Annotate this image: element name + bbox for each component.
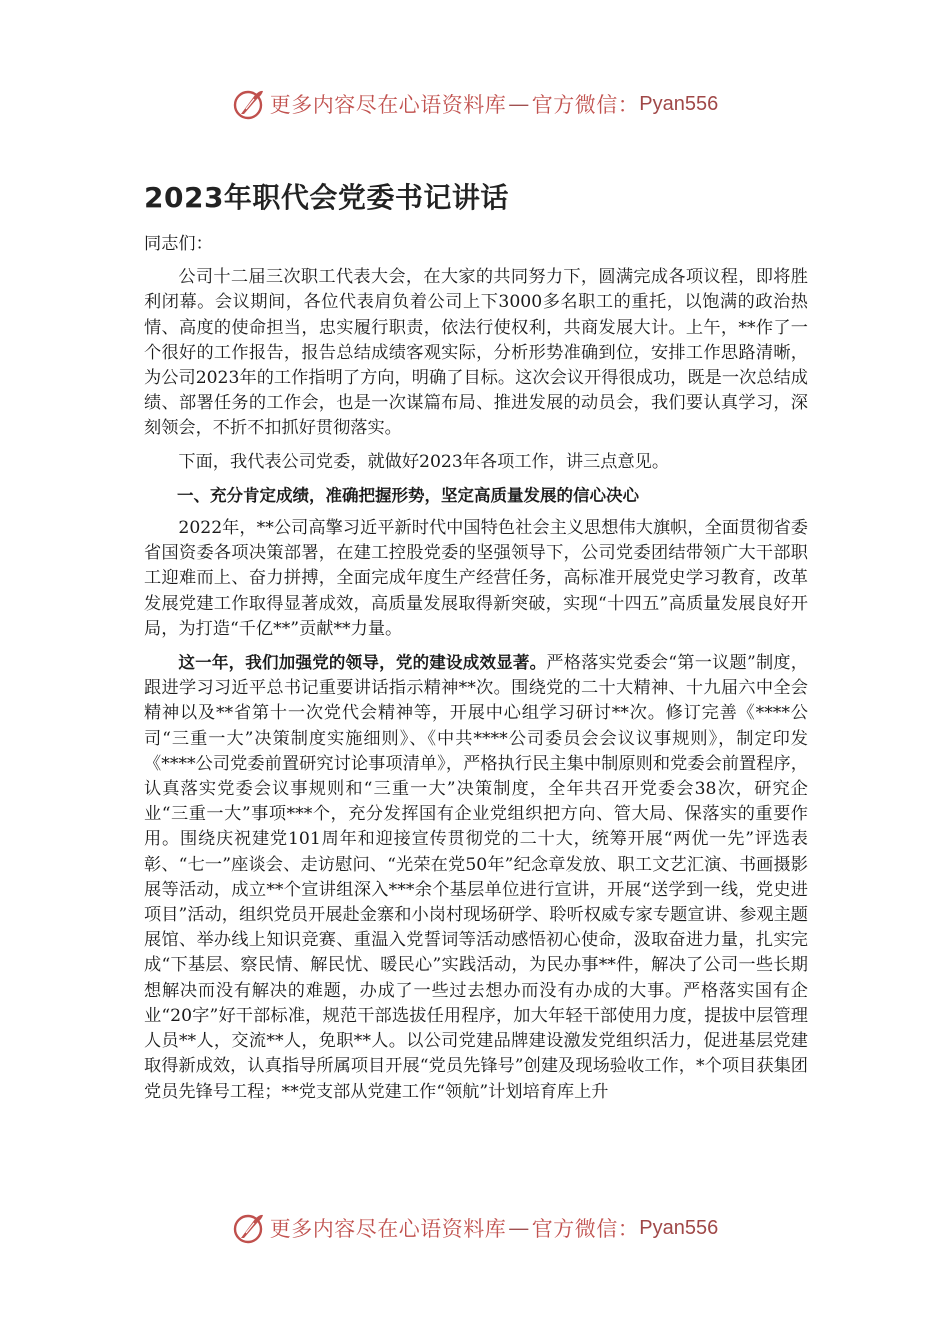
watermark-wechat-label: 官方微信： (531, 93, 640, 117)
watermark-text: 更多内容尽在心语资料库 (269, 93, 507, 117)
watermark-wechat-id: Pyan556 (639, 92, 719, 115)
quill-logo-icon (232, 87, 266, 121)
watermark-banner-bottom (0, 1208, 950, 1248)
watermark-wechat-id: Pyan556 (639, 1216, 719, 1239)
document-body (144, 232, 808, 1105)
watermark-text: 更多内容尽在心语资料库 (269, 1217, 507, 1241)
salutation: 同志们： (144, 234, 213, 254)
paragraph-intro: 公司十二届三次职工代表大会，在大家的共同努力下，圆满完成各项议程，即将胜利闭幕。会议期间，各位代表肩负着公司上下3000多名职工的重托，以饱满的政治热情、高度的使命担当，忠实履行职责，依法行使权利，共商发展大计。上午，**作了一个很好的工作报告，报告总结成绩客观实际，分析形势准确到位，安排工作思路清晰，为公司2023年的工作指明了方向，明确了目标。这次会议开得很成功，既是一次总结成绩、部署任务的工作会，也是一次谋篇布局、推进发展的动员会，我们要认真学习，深刻领会，不折不扣抓好贯彻落实。 (144, 267, 808, 439)
watermark-wechat-label: 官方微信： (531, 1217, 640, 1241)
paragraph-party-building (144, 650, 808, 1105)
quill-logo-icon (232, 1211, 266, 1245)
paragraph-2022-summary: 2022年，**公司高擎习近平新时代中国特色社会主义思想伟大旗帜，全面贯彻省委省国资委各项决策部署，在建工控股党委的坚强领导下，公司党委团结带领广大干部职工迎难而上、奋力拼搏，全面完成年度生产经营任务，高标准开展党史学习教育，改革发展党建工作取得显著成效，高质量发展取得新突破，实现“十四五”高质量发展良好开局，为打造“千亿**”贡献**力量。 (144, 518, 808, 639)
watermark-banner-top (0, 84, 950, 124)
watermark-dash: — (508, 92, 530, 116)
paragraph-lead-sentence: 这一年，我们加强党的领导，党的建设成效显著。 (178, 653, 547, 673)
watermark-dash: — (508, 1216, 530, 1240)
paragraph-body-text: 严格落实党委会“第一议题”制度，跟进学习习近平总书记重要讲话指示精神**次。围绕党的二十大精神、十九届六中全会精神以及**省第十一次党代会精神等，开展中心组学习研讨**次。修订完善《****公司“三重一大”决策制度实施细则》、《中共****公司委员会会议议事规则》，制定印发《****公司党委前置研究讨论事项清单》，严格执行民主集中制原则和党委会前置程序，认真落实党委会议事规则和“三重一大”决策制度，全年共召开党委会38次，研究企业“三重一大”事项***个，充分发挥国有企业党组织把方向、管大局、保落实的重要作用。围绕庆祝建党101周年和迎接宣传贯彻党的二十大，统筹开展“两优一先”评选表彰、“七一”座谈会、走访慰问、“光荣在党50年”纪念章发放、职工文艺汇演、书画摄影展等活动，成立**个宣讲组深入***余个基层单位进行宣讲，开展“送学到一线，党史进项目”活动，组织党员开展赴金寨和小岗村现场研学、聆听权威专家专题宣讲、参观主题展馆、举办线上知识竞赛、重温入党誓词等活动感悟初心使命，汲取奋进力量，扎实完成“下基层、察民情、解民忧、暖民心”实践活动，为民办事**件，解决了公司一些长期想解决而没有解决的难题，办成了一些过去想办而没有办成的大事。严格落实国有企业“20字”好干部标准，规范干部选拔任用程序，加大年轻干部使用力度，提拔中层管理人员**人，交流**人，免职**人。以公司党建品牌建设激发党组织活力，促进基层党建取得新成效，认真指导所属项目开展“党员先锋号”创建及现场验收工作，*个项目获集团党员先锋号工程；**党支部从党建工作“领航”计划培育库上升 (144, 653, 808, 1102)
document-title: 2023年职代会党委书记讲话 (144, 181, 509, 214)
section-heading-1: 一、充分肯定成绩，准确把握形势，坚定高质量发展的信心决心 (177, 485, 639, 505)
paragraph-outline: 下面，我代表公司党委，就做好2023年各项工作，讲三点意见。 (178, 451, 670, 472)
